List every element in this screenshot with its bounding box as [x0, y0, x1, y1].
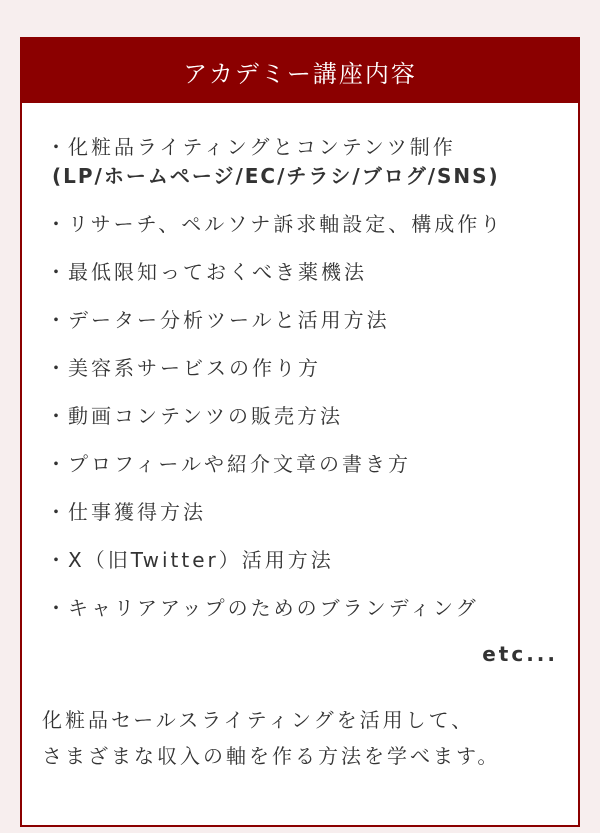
course-item-label: リサーチ、ペルソナ訴求軸設定、構成作り — [68, 212, 504, 236]
course-item-label: データー分析ツールと活用方法 — [68, 308, 390, 332]
list-item — [46, 594, 578, 623]
course-item-label: 動画コンテンツの販売方法 — [68, 404, 343, 428]
course-item-label: X（旧Twitter）活用方法 — [68, 548, 334, 572]
list-item — [46, 498, 578, 527]
list-item — [46, 258, 578, 287]
closing-line-2: さまざまな収入の軸を作る方法を学べます。 — [42, 744, 501, 768]
bullet-icon: ・ — [46, 212, 69, 236]
closing-text — [42, 702, 578, 774]
course-item-label: キャリアアップのためのブランディング — [68, 596, 479, 620]
course-item-label: 仕事獲得方法 — [68, 500, 206, 524]
bullet-icon: ・ — [46, 500, 69, 524]
closing-line-1: 化粧品セールスライティングを活用して、 — [42, 708, 475, 732]
bullet-icon: ・ — [46, 135, 69, 159]
course-item-label: 最低限知っておくべき薬機法 — [68, 260, 367, 284]
list-item — [46, 450, 578, 479]
bullet-icon: ・ — [46, 452, 69, 476]
etc-label: etc... — [482, 642, 558, 666]
list-item — [46, 306, 578, 335]
bullet-icon: ・ — [46, 308, 69, 332]
bullet-icon: ・ — [46, 548, 69, 572]
bullet-icon: ・ — [46, 404, 69, 428]
list-item — [46, 210, 578, 239]
bullet-icon: ・ — [46, 596, 69, 620]
list-item — [46, 133, 578, 191]
course-item-label: 化粧品ライティングとコンテンツ制作 — [68, 135, 456, 159]
course-card — [20, 37, 580, 827]
card-title: アカデミー講座内容 — [183, 59, 417, 88]
list-item — [46, 354, 578, 383]
course-list — [22, 103, 578, 623]
card-header — [22, 39, 578, 103]
course-item-label: プロフィールや紹介文章の書き方 — [68, 452, 411, 476]
bullet-icon: ・ — [46, 260, 69, 284]
bullet-icon: ・ — [46, 356, 69, 380]
course-item-label: 美容系サービスの作り方 — [68, 356, 321, 380]
list-item — [46, 546, 578, 575]
course-item-sublabel: (LP/ホームページ/EC/チラシ/ブログ/SNS) — [52, 164, 500, 188]
list-item — [46, 402, 578, 431]
